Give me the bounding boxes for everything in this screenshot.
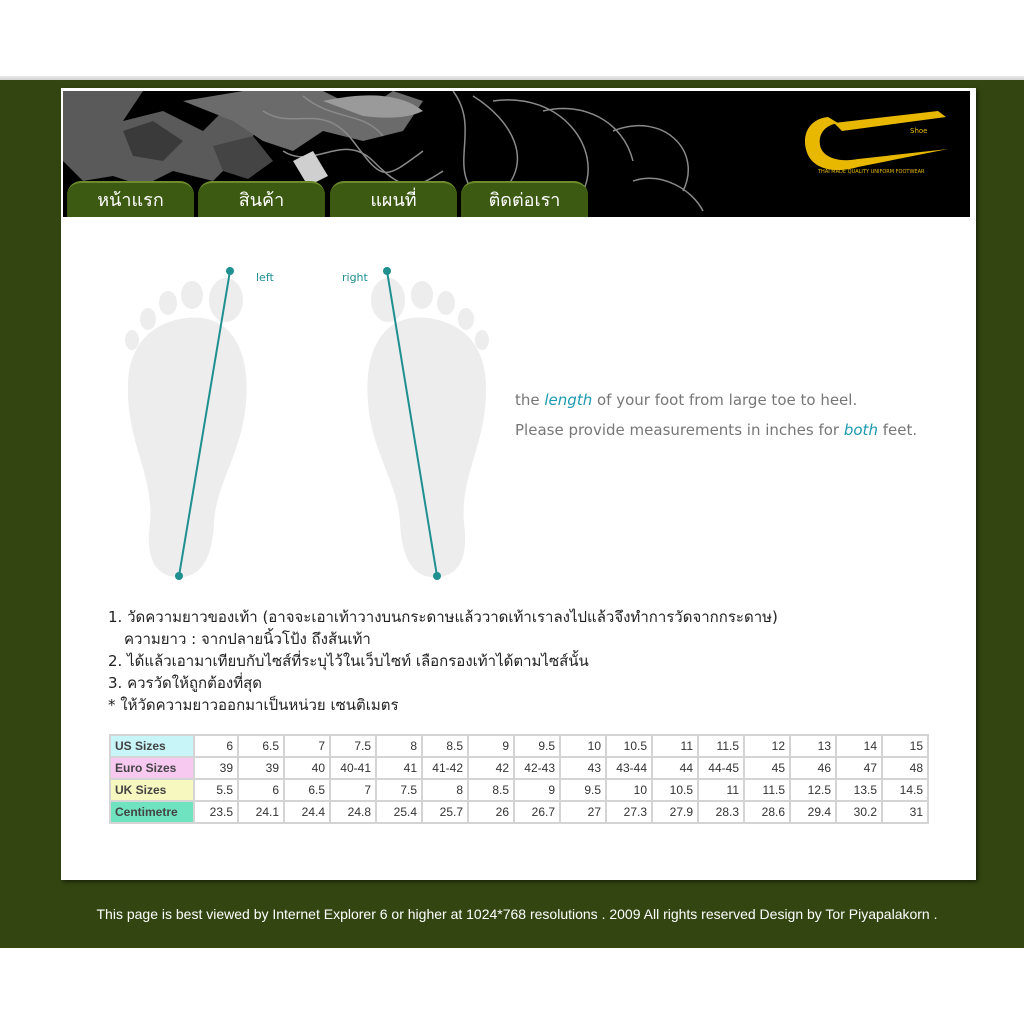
logo-tagline: THAI MADE QUALITY UNIFORM FOOTWEAR — [818, 169, 925, 175]
size-cell: 7.5 — [376, 779, 422, 801]
size-row-label: Euro Sizes — [110, 757, 194, 779]
header-banner — [63, 91, 970, 217]
left-toe-point — [226, 267, 234, 275]
size-cell: 43-44 — [606, 757, 652, 779]
size-cell: 8.5 — [468, 779, 514, 801]
instruction-line-1 — [515, 391, 857, 409]
size-cell: 9.5 — [560, 779, 606, 801]
instr2-highlight: both — [843, 421, 878, 439]
size-cell: 39 — [194, 757, 238, 779]
size-row — [110, 735, 928, 757]
size-row-label: US Sizes — [110, 735, 194, 757]
size-cell: 26 — [468, 801, 514, 823]
size-cell: 44 — [652, 757, 698, 779]
size-cell: 41 — [376, 757, 422, 779]
nav-tab-map[interactable]: แผนที่ — [330, 181, 457, 217]
size-cell: 27.9 — [652, 801, 698, 823]
size-cell: 11 — [652, 735, 698, 757]
size-cell: 40 — [284, 757, 330, 779]
size-cell: 9 — [514, 779, 560, 801]
size-cell: 7 — [284, 735, 330, 757]
foot-measure-figure — [116, 243, 506, 593]
content-page — [61, 88, 976, 880]
nav-tab-contact[interactable]: ติดต่อเรา — [461, 181, 588, 217]
instruction-line-2 — [515, 421, 917, 439]
size-cell: 8 — [376, 735, 422, 757]
size-cell: 12.5 — [790, 779, 836, 801]
size-cell: 6 — [194, 735, 238, 757]
size-cell: 27 — [560, 801, 606, 823]
size-cell: 40-41 — [330, 757, 376, 779]
size-cell: 24.1 — [238, 801, 284, 823]
size-row-label: UK Sizes — [110, 779, 194, 801]
instr1-highlight: length — [544, 391, 593, 409]
logo-sub-text: Shoe — [910, 127, 928, 135]
size-cell: 23.5 — [194, 801, 238, 823]
size-cell: 6.5 — [284, 779, 330, 801]
size-cell: 28.3 — [698, 801, 744, 823]
size-cell: 7.5 — [330, 735, 376, 757]
size-row — [110, 801, 928, 823]
instr1-post: of your foot from large toe to heel. — [592, 391, 858, 409]
size-cell: 11 — [698, 779, 744, 801]
footer-text: This page is best viewed by Internet Explorer 6 or higher at 1024*768 resolutions . 2009 All rights reserved Design by Tor Piyapalakorn . — [96, 906, 938, 922]
size-cell: 8 — [422, 779, 468, 801]
step-2: 2. ได้แล้วเอามาเทียบกับไซส์ที่ระบุไว้ในเว็บไซท์ เลือกรองเท้าได้ตามไซส์นั้น — [108, 652, 589, 670]
instr2-pre: Please provide measurements in inches for — [515, 421, 844, 439]
size-cell: 5.5 — [194, 779, 238, 801]
right-label: right — [342, 271, 368, 284]
instr1-pre: the — [515, 391, 545, 409]
size-cell: 14 — [836, 735, 882, 757]
step-1-detail: ความยาว : จากปลายนิ้วโป้ง ถึงส้นเท้า — [124, 630, 371, 648]
size-cell: 13 — [790, 735, 836, 757]
instr2-post: feet. — [877, 421, 918, 439]
size-cell: 41-42 — [422, 757, 468, 779]
size-cell: 10.5 — [606, 735, 652, 757]
size-cell: 7 — [330, 779, 376, 801]
size-cell: 48 — [882, 757, 928, 779]
left-label: left — [256, 271, 274, 284]
right-foot-icon — [367, 278, 489, 577]
size-row-label: Centimetre — [110, 801, 194, 823]
size-cell: 47 — [836, 757, 882, 779]
size-cell: 29.4 — [790, 801, 836, 823]
nav-tab-products[interactable]: สินค้า — [198, 181, 325, 217]
step-3: 3. ควรวัดให้ถูกต้องที่สุด — [108, 674, 262, 692]
size-cell: 10 — [606, 779, 652, 801]
main-nav — [63, 181, 970, 217]
size-cell: 12 — [744, 735, 790, 757]
size-cell: 9 — [468, 735, 514, 757]
measure-steps — [108, 606, 868, 716]
size-cell: 15 — [882, 735, 928, 757]
size-cell: 9.5 — [514, 735, 560, 757]
size-cell: 11.5 — [744, 779, 790, 801]
size-cell: 10 — [560, 735, 606, 757]
right-toe-point — [383, 267, 391, 275]
left-heel-point — [175, 572, 183, 580]
size-cell: 8.5 — [422, 735, 468, 757]
size-cell: 42-43 — [514, 757, 560, 779]
size-row — [110, 757, 928, 779]
size-cell: 46 — [790, 757, 836, 779]
size-cell: 11.5 — [698, 735, 744, 757]
size-cell: 25.4 — [376, 801, 422, 823]
cobra-logo-mark — [798, 97, 958, 181]
step-note: * ให้วัดความยาวออกมาเป็นหน่วย เซนติเมตร — [108, 696, 399, 714]
size-cell: 43 — [560, 757, 606, 779]
size-row — [110, 779, 928, 801]
right-heel-point — [433, 572, 441, 580]
size-cell: 13.5 — [836, 779, 882, 801]
size-cell: 14.5 — [882, 779, 928, 801]
size-cell: 6 — [238, 779, 284, 801]
nav-tab-home[interactable]: หน้าแรก — [67, 181, 194, 217]
size-cell: 24.4 — [284, 801, 330, 823]
size-cell: 27.3 — [606, 801, 652, 823]
size-cell: 45 — [744, 757, 790, 779]
size-cell: 24.8 — [330, 801, 376, 823]
size-cell: 30.2 — [836, 801, 882, 823]
size-chart-table — [109, 734, 929, 824]
size-cell: 44-45 — [698, 757, 744, 779]
size-cell: 6.5 — [238, 735, 284, 757]
logo-brand-text: COBRA — [838, 128, 905, 148]
step-1: 1. วัดความยาวของเท้า (อาจจะเอาเท้าวางบนกระดาษแล้ววาดเท้าเราลงไปแล้วจึงทำการวัดจากกระดาษ) — [108, 608, 778, 626]
size-cell: 39 — [238, 757, 284, 779]
size-cell: 31 — [882, 801, 928, 823]
cobra-logo[interactable] — [798, 97, 958, 181]
size-cell: 42 — [468, 757, 514, 779]
size-cell: 25.7 — [422, 801, 468, 823]
size-cell: 10.5 — [652, 779, 698, 801]
size-cell: 26.7 — [514, 801, 560, 823]
size-cell: 28.6 — [744, 801, 790, 823]
